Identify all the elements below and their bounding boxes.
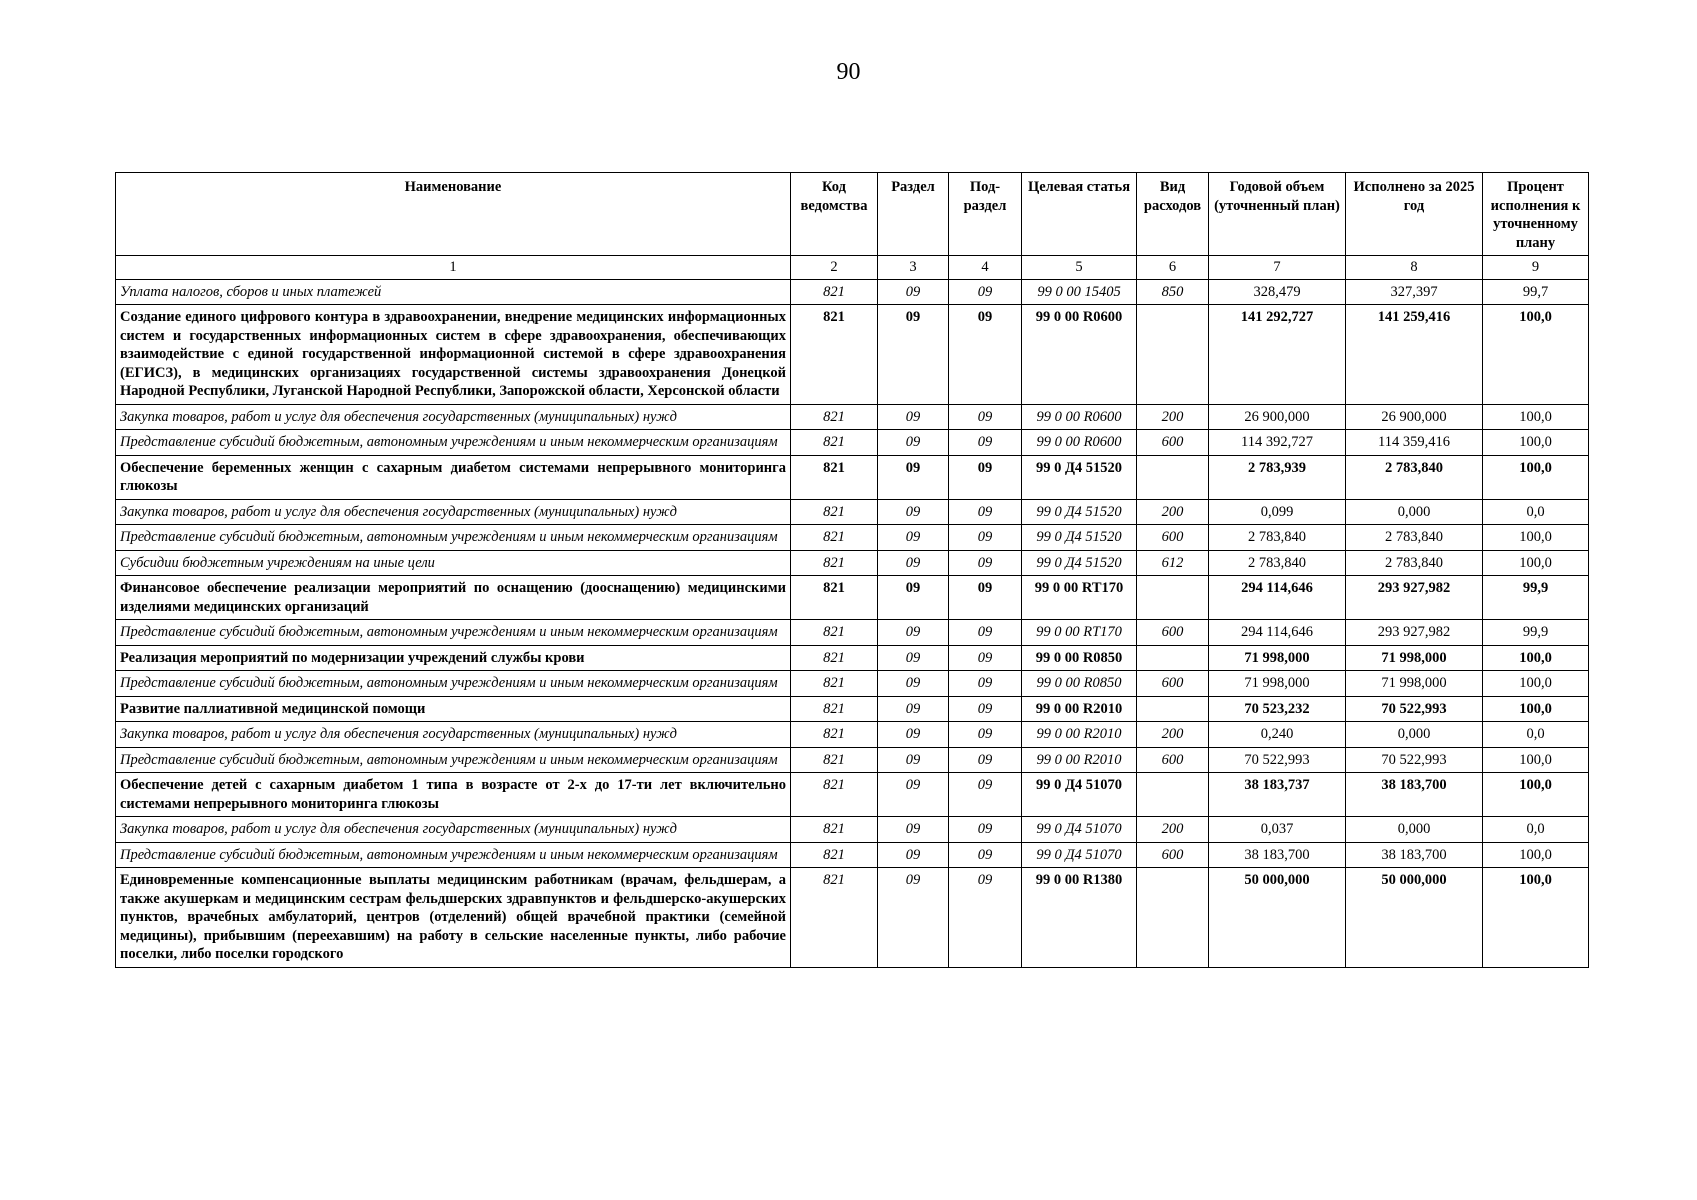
row-percent: 99,9 xyxy=(1483,576,1589,620)
row-name: Уплата налогов, сборов и иных платежей xyxy=(116,279,791,305)
row-subsection: 09 xyxy=(949,550,1022,576)
column-number: 8 xyxy=(1346,256,1483,280)
row-expense-type: 850 xyxy=(1137,279,1209,305)
row-target-item: 99 0 Д4 51520 xyxy=(1022,499,1137,525)
row-annual-plan: 2 783,939 xyxy=(1209,455,1346,499)
row-executed: 26 900,000 xyxy=(1346,404,1483,430)
row-section: 09 xyxy=(878,550,949,576)
row-section: 09 xyxy=(878,430,949,456)
row-percent: 100,0 xyxy=(1483,430,1589,456)
row-dept-code: 821 xyxy=(791,455,878,499)
row-section: 09 xyxy=(878,696,949,722)
row-annual-plan: 71 998,000 xyxy=(1209,671,1346,697)
row-annual-plan: 294 114,646 xyxy=(1209,576,1346,620)
row-dept-code: 821 xyxy=(791,620,878,646)
row-dept-code: 821 xyxy=(791,747,878,773)
table-row xyxy=(116,620,1589,646)
row-target-item: 99 0 Д4 51070 xyxy=(1022,842,1137,868)
row-expense-type: 200 xyxy=(1137,817,1209,843)
row-annual-plan: 328,479 xyxy=(1209,279,1346,305)
row-name: Развитие паллиативной медицинской помощи xyxy=(116,696,791,722)
row-subsection: 09 xyxy=(949,747,1022,773)
row-target-item: 99 0 00 R2010 xyxy=(1022,722,1137,748)
row-expense-type: 600 xyxy=(1137,671,1209,697)
row-target-item: 99 0 00 R2010 xyxy=(1022,747,1137,773)
row-executed: 2 783,840 xyxy=(1346,455,1483,499)
row-name: Обеспечение детей с сахарным диабетом 1 типа в возрасте от 2-х до 17-ти лет включительно системами непрерывного мониторинга глюкозы xyxy=(116,773,791,817)
row-annual-plan: 2 783,840 xyxy=(1209,550,1346,576)
row-expense-type: 200 xyxy=(1137,499,1209,525)
row-target-item: 99 0 00 RT170 xyxy=(1022,620,1137,646)
header-target-item: Целевая статья xyxy=(1022,173,1137,256)
column-number: 7 xyxy=(1209,256,1346,280)
table-row xyxy=(116,671,1589,697)
row-executed: 70 522,993 xyxy=(1346,747,1483,773)
row-subsection: 09 xyxy=(949,455,1022,499)
row-name: Обеспечение беременных женщин с сахарным диабетом системами непрерывного мониторинга глюкозы xyxy=(116,455,791,499)
row-percent: 100,0 xyxy=(1483,550,1589,576)
column-number: 1 xyxy=(116,256,791,280)
row-executed: 2 783,840 xyxy=(1346,550,1483,576)
row-expense-type: 600 xyxy=(1137,842,1209,868)
row-section: 09 xyxy=(878,305,949,405)
row-expense-type xyxy=(1137,773,1209,817)
row-expense-type xyxy=(1137,645,1209,671)
header-section: Раздел xyxy=(878,173,949,256)
row-subsection: 09 xyxy=(949,722,1022,748)
row-target-item: 99 0 Д4 51520 xyxy=(1022,550,1137,576)
row-annual-plan: 70 522,993 xyxy=(1209,747,1346,773)
row-percent: 100,0 xyxy=(1483,671,1589,697)
row-annual-plan: 0,240 xyxy=(1209,722,1346,748)
row-dept-code: 821 xyxy=(791,576,878,620)
row-expense-type: 612 xyxy=(1137,550,1209,576)
row-dept-code: 821 xyxy=(791,645,878,671)
row-target-item: 99 0 Д4 51070 xyxy=(1022,773,1137,817)
row-executed: 71 998,000 xyxy=(1346,671,1483,697)
table-row xyxy=(116,645,1589,671)
row-section: 09 xyxy=(878,279,949,305)
row-expense-type: 600 xyxy=(1137,620,1209,646)
row-section: 09 xyxy=(878,620,949,646)
row-name: Единовременные компенсационные выплаты медицинским работникам (врачам, фельдшерам, а также акушеркам и медицинским сестрам фельдшерских здравпунктов и фельдшерско-акушерских пунктов, врачебных амбулаторий, центров (отделений) общей врачебной практики (семейной медицины), прибывшим (переехавшим) на работу в сельские населенные пункты, либо рабочие поселки, либо поселки городского xyxy=(116,868,791,968)
row-section: 09 xyxy=(878,404,949,430)
row-percent: 100,0 xyxy=(1483,305,1589,405)
row-executed: 2 783,840 xyxy=(1346,525,1483,551)
column-number: 3 xyxy=(878,256,949,280)
row-name: Закупка товаров, работ и услуг для обеспечения государственных (муниципальных) нужд xyxy=(116,722,791,748)
row-name: Финансовое обеспечение реализации мероприятий по оснащению (дооснащению) медицинскими изделиями медицинских организаций xyxy=(116,576,791,620)
row-dept-code: 821 xyxy=(791,499,878,525)
row-executed: 327,397 xyxy=(1346,279,1483,305)
table-row xyxy=(116,455,1589,499)
row-expense-type xyxy=(1137,576,1209,620)
row-subsection: 09 xyxy=(949,620,1022,646)
row-name: Создание единого цифрового контура в здравоохранении, внедрение медицинских информационных систем и государственных информационных систем в сфере здравоохранения, обеспечивающих взаимодействие с единой государственной информационной системой в сфере здравоохранения (ЕГИСЗ), в медицинских организациях государственной системы здравоохранения Донецкой Народной Республики, Луганской Народной Республики, Запорожской области, Херсонской области xyxy=(116,305,791,405)
table-row xyxy=(116,722,1589,748)
row-target-item: 99 0 00 R0600 xyxy=(1022,404,1137,430)
row-dept-code: 821 xyxy=(791,550,878,576)
row-annual-plan: 141 292,727 xyxy=(1209,305,1346,405)
row-executed: 38 183,700 xyxy=(1346,773,1483,817)
row-percent: 100,0 xyxy=(1483,773,1589,817)
row-target-item: 99 0 Д4 51520 xyxy=(1022,455,1137,499)
row-annual-plan: 2 783,840 xyxy=(1209,525,1346,551)
row-executed: 141 259,416 xyxy=(1346,305,1483,405)
row-subsection: 09 xyxy=(949,576,1022,620)
row-subsection: 09 xyxy=(949,868,1022,968)
row-section: 09 xyxy=(878,868,949,968)
row-section: 09 xyxy=(878,747,949,773)
row-subsection: 09 xyxy=(949,499,1022,525)
row-percent: 100,0 xyxy=(1483,645,1589,671)
row-executed: 114 359,416 xyxy=(1346,430,1483,456)
row-dept-code: 821 xyxy=(791,305,878,405)
row-annual-plan: 0,037 xyxy=(1209,817,1346,843)
row-annual-plan: 70 523,232 xyxy=(1209,696,1346,722)
row-section: 09 xyxy=(878,525,949,551)
row-subsection: 09 xyxy=(949,671,1022,697)
row-dept-code: 821 xyxy=(791,671,878,697)
row-target-item: 99 0 00 R1380 xyxy=(1022,868,1137,968)
column-number: 2 xyxy=(791,256,878,280)
row-section: 09 xyxy=(878,842,949,868)
row-target-item: 99 0 00 R0850 xyxy=(1022,645,1137,671)
row-name: Закупка товаров, работ и услуг для обеспечения государственных (муниципальных) нужд xyxy=(116,817,791,843)
row-expense-type xyxy=(1137,868,1209,968)
row-percent: 100,0 xyxy=(1483,404,1589,430)
table-row xyxy=(116,305,1589,405)
row-expense-type xyxy=(1137,305,1209,405)
row-name: Представление субсидий бюджетным, автономным учреждениям и иным некоммерческим организациям xyxy=(116,671,791,697)
table-row xyxy=(116,747,1589,773)
header-annual-plan: Годовой объем (уточненный план) xyxy=(1209,173,1346,256)
row-section: 09 xyxy=(878,645,949,671)
row-executed: 0,000 xyxy=(1346,817,1483,843)
row-percent: 0,0 xyxy=(1483,499,1589,525)
table-row xyxy=(116,868,1589,968)
row-section: 09 xyxy=(878,722,949,748)
row-dept-code: 821 xyxy=(791,279,878,305)
row-dept-code: 821 xyxy=(791,842,878,868)
table-row xyxy=(116,576,1589,620)
table-row xyxy=(116,773,1589,817)
row-section: 09 xyxy=(878,576,949,620)
row-subsection: 09 xyxy=(949,773,1022,817)
row-name: Представление субсидий бюджетным, автономным учреждениям и иным некоммерческим организациям xyxy=(116,525,791,551)
row-expense-type: 200 xyxy=(1137,722,1209,748)
row-section: 09 xyxy=(878,671,949,697)
column-number: 6 xyxy=(1137,256,1209,280)
row-percent: 99,9 xyxy=(1483,620,1589,646)
budget-execution-table xyxy=(115,172,1589,968)
row-subsection: 09 xyxy=(949,305,1022,405)
header-row xyxy=(116,173,1589,256)
row-dept-code: 821 xyxy=(791,430,878,456)
row-subsection: 09 xyxy=(949,842,1022,868)
table-row xyxy=(116,430,1589,456)
row-name: Представление субсидий бюджетным, автономным учреждениям и иным некоммерческим организациям xyxy=(116,842,791,868)
row-percent: 100,0 xyxy=(1483,525,1589,551)
row-expense-type xyxy=(1137,455,1209,499)
row-target-item: 99 0 Д4 51520 xyxy=(1022,525,1137,551)
header-executed: Исполнено за 2025 год xyxy=(1346,173,1483,256)
row-name: Закупка товаров, работ и услуг для обеспечения государственных (муниципальных) нужд xyxy=(116,404,791,430)
table-row xyxy=(116,842,1589,868)
row-executed: 70 522,993 xyxy=(1346,696,1483,722)
row-name: Субсидии бюджетным учреждениям на иные цели xyxy=(116,550,791,576)
row-subsection: 09 xyxy=(949,404,1022,430)
row-section: 09 xyxy=(878,817,949,843)
row-section: 09 xyxy=(878,499,949,525)
header-subsection: Под-раздел xyxy=(949,173,1022,256)
row-annual-plan: 26 900,000 xyxy=(1209,404,1346,430)
header-expense-type: Вид расходов xyxy=(1137,173,1209,256)
row-executed: 293 927,982 xyxy=(1346,576,1483,620)
row-subsection: 09 xyxy=(949,696,1022,722)
row-percent: 99,7 xyxy=(1483,279,1589,305)
row-expense-type: 200 xyxy=(1137,404,1209,430)
row-name: Представление субсидий бюджетным, автономным учреждениям и иным некоммерческим организациям xyxy=(116,430,791,456)
row-name: Закупка товаров, работ и услуг для обеспечения государственных (муниципальных) нужд xyxy=(116,499,791,525)
column-number: 5 xyxy=(1022,256,1137,280)
row-name: Представление субсидий бюджетным, автономным учреждениям и иным некоммерческим организациям xyxy=(116,747,791,773)
row-percent: 100,0 xyxy=(1483,842,1589,868)
table-row xyxy=(116,817,1589,843)
row-dept-code: 821 xyxy=(791,817,878,843)
row-percent: 100,0 xyxy=(1483,455,1589,499)
column-number: 4 xyxy=(949,256,1022,280)
row-target-item: 99 0 00 RT170 xyxy=(1022,576,1137,620)
row-target-item: 99 0 00 R0600 xyxy=(1022,305,1137,405)
row-dept-code: 821 xyxy=(791,404,878,430)
row-section: 09 xyxy=(878,455,949,499)
row-annual-plan: 71 998,000 xyxy=(1209,645,1346,671)
row-annual-plan: 0,099 xyxy=(1209,499,1346,525)
table-row xyxy=(116,499,1589,525)
row-annual-plan: 50 000,000 xyxy=(1209,868,1346,968)
row-executed: 293 927,982 xyxy=(1346,620,1483,646)
row-section: 09 xyxy=(878,773,949,817)
column-number-row xyxy=(116,256,1589,280)
row-target-item: 99 0 00 15405 xyxy=(1022,279,1137,305)
row-annual-plan: 38 183,737 xyxy=(1209,773,1346,817)
row-percent: 100,0 xyxy=(1483,868,1589,968)
row-expense-type: 600 xyxy=(1137,430,1209,456)
row-annual-plan: 114 392,727 xyxy=(1209,430,1346,456)
row-executed: 71 998,000 xyxy=(1346,645,1483,671)
row-annual-plan: 294 114,646 xyxy=(1209,620,1346,646)
row-dept-code: 821 xyxy=(791,722,878,748)
row-percent: 0,0 xyxy=(1483,817,1589,843)
header-name: Наименование xyxy=(116,173,791,256)
row-dept-code: 821 xyxy=(791,696,878,722)
row-expense-type: 600 xyxy=(1137,525,1209,551)
row-subsection: 09 xyxy=(949,817,1022,843)
row-subsection: 09 xyxy=(949,525,1022,551)
row-expense-type: 600 xyxy=(1137,747,1209,773)
table-row xyxy=(116,404,1589,430)
row-dept-code: 821 xyxy=(791,525,878,551)
row-percent: 100,0 xyxy=(1483,696,1589,722)
row-name: Представление субсидий бюджетным, автономным учреждениям и иным некоммерческим организациям xyxy=(116,620,791,646)
row-expense-type xyxy=(1137,696,1209,722)
header-dept-code: Код ведомства xyxy=(791,173,878,256)
row-dept-code: 821 xyxy=(791,868,878,968)
header-percent: Процент исполнения к уточненному плану xyxy=(1483,173,1589,256)
table-row xyxy=(116,279,1589,305)
row-target-item: 99 0 Д4 51070 xyxy=(1022,817,1137,843)
column-number: 9 xyxy=(1483,256,1589,280)
row-executed: 0,000 xyxy=(1346,499,1483,525)
row-target-item: 99 0 00 R2010 xyxy=(1022,696,1137,722)
row-percent: 100,0 xyxy=(1483,747,1589,773)
row-target-item: 99 0 00 R0600 xyxy=(1022,430,1137,456)
row-target-item: 99 0 00 R0850 xyxy=(1022,671,1137,697)
row-annual-plan: 38 183,700 xyxy=(1209,842,1346,868)
row-subsection: 09 xyxy=(949,279,1022,305)
page-number: 90 xyxy=(836,59,861,85)
row-subsection: 09 xyxy=(949,645,1022,671)
row-name: Реализация мероприятий по модернизации учреждений службы крови xyxy=(116,645,791,671)
table-row xyxy=(116,550,1589,576)
row-executed: 50 000,000 xyxy=(1346,868,1483,968)
row-executed: 0,000 xyxy=(1346,722,1483,748)
table-row xyxy=(116,525,1589,551)
table-row xyxy=(116,696,1589,722)
row-subsection: 09 xyxy=(949,430,1022,456)
row-executed: 38 183,700 xyxy=(1346,842,1483,868)
row-dept-code: 821 xyxy=(791,773,878,817)
row-percent: 0,0 xyxy=(1483,722,1589,748)
